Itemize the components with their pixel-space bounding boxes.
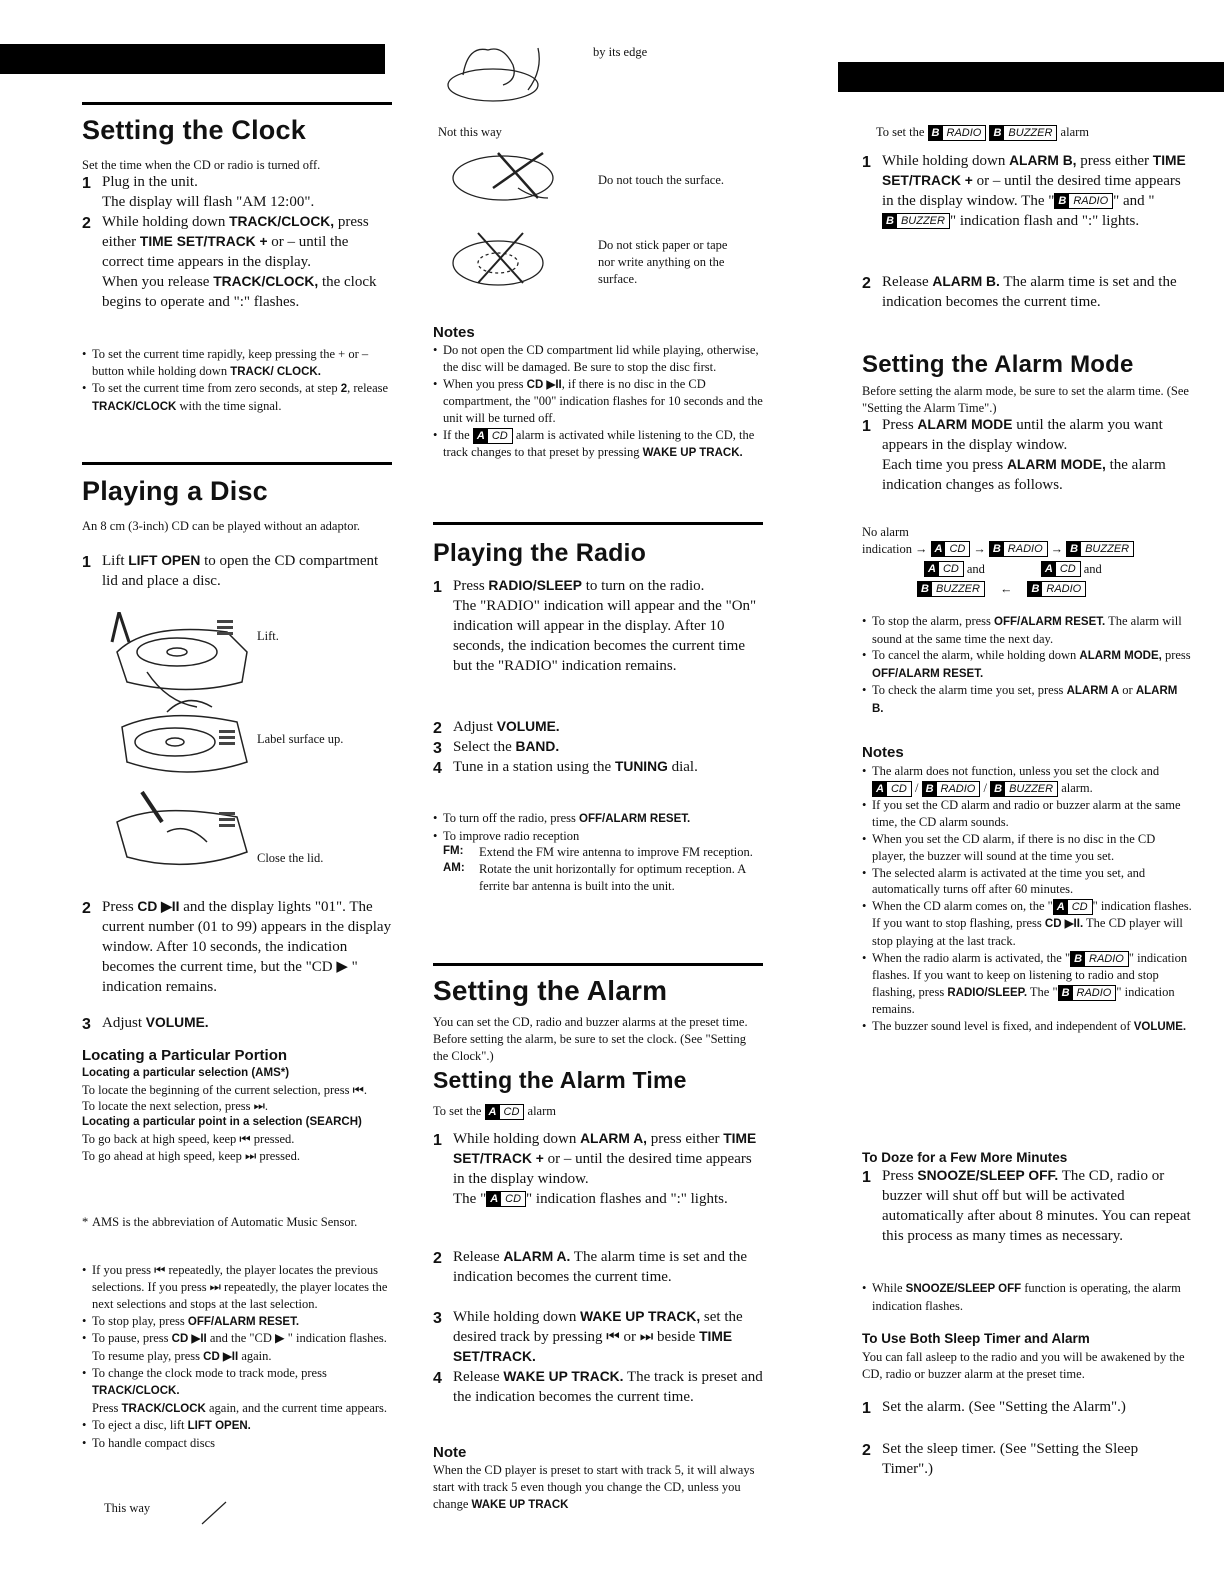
disc-step-1: 1 Lift LIFT OPEN to open the CD compartment lid and place a disc. xyxy=(82,553,379,589)
alarm-mode-tips xyxy=(862,613,1192,717)
figure-caption-lift: Lift. xyxy=(257,629,279,643)
list-item: • Do not open the CD compartment lid while playing, otherwise, the disc will be damaged. Be sure to stop the disc first. xyxy=(433,343,759,374)
mode-notes-title: Notes xyxy=(862,744,904,761)
list-item: • To change the clock mode to track mode, press TRACK/CLOCK. Press TRACK/CLOCK again, and the current time appears. xyxy=(82,1366,388,1415)
disc-warning-illustration xyxy=(448,148,568,298)
cd-alarm-badge: A CD xyxy=(872,781,912,797)
radio-alarm-badge: B RADIO xyxy=(1070,951,1129,967)
list-item: • To cancel the alarm, while holding down ALARM MODE, press OFF/ALARM RESET. xyxy=(862,648,1191,680)
list-item: • If the A CD alarm is activated while listening to the CD, the track changes to that preset by pressing WAKE UP TRACK. xyxy=(433,428,755,460)
section-rule xyxy=(82,102,392,105)
doze-step-1: 1 Press SNOOZE/SLEEP OFF. The CD, radio or buzzer will shut off but will be activated automatically after about 8 minutes. You can repeat this process as many times as necessary. xyxy=(862,1168,1191,1244)
alarm-mode-intro: Before setting the alarm mode, be sure to set the alarm time. (See "Setting the Alarm Time".) xyxy=(862,384,1189,415)
list-item: • When you press CD ▶II, if there is no disc in the CD compartment, the "00" indication flashes for 10 seconds and the unit will be turned off. xyxy=(433,376,763,426)
cd-player-illustration xyxy=(107,612,267,890)
disc-step-3: 3 Adjust VOLUME. xyxy=(82,1015,209,1033)
alarm-intro: You can set the CD, radio and buzzer alarms at the preset time. Before setting the alarm, be sure to set the clock. (See "Setting the Clock".) xyxy=(433,1015,748,1063)
radio-tips xyxy=(433,810,763,895)
radio-alarm-badge: B RADIO xyxy=(1027,581,1086,597)
cd-alarm-badge: A CD xyxy=(473,428,513,444)
section-rule xyxy=(82,462,392,465)
doze-tip xyxy=(862,1280,1192,1314)
note-title: Note xyxy=(433,1444,467,1461)
list-item: AM: Rotate the unit horizontally for optimum reception. A ferrite bar antenna is built into the unit. xyxy=(443,862,746,894)
radio-alarm-badge: B RADIO xyxy=(1054,193,1113,209)
no-touch-caption: Do not touch the surface. xyxy=(598,173,725,187)
mode-notes-list xyxy=(862,763,1192,1036)
list-item: • To stop play, press OFF/ALARM RESET. xyxy=(82,1313,300,1328)
alarm-time-title: Setting the Alarm Time xyxy=(433,1067,687,1093)
figure-caption-close: Close the lid. xyxy=(257,851,324,865)
alarm-mode-step-1: 1 Press ALARM MODE until the alarm you want appears in the display window. Each time you press ALARM MODE, the alarm indication changes as follows. xyxy=(862,417,1166,493)
alarm-title: Setting the Alarm xyxy=(433,975,668,1006)
notes-list xyxy=(433,342,763,462)
list-item: • To handle compact discs xyxy=(82,1435,216,1450)
radio-step-1: 1 Press RADIO/SLEEP to turn on the radio. The "RADIO" indication will appear and the "On" indication will appear in the display. After 10 seconds, the indication becomes the current time but the "RADIO" indication remains. xyxy=(433,578,757,674)
list-item: • To eject a disc, lift LIFT OPEN. xyxy=(82,1418,251,1433)
clock-title: Setting the Clock xyxy=(82,115,306,145)
list-item: • To set the current time from zero seconds, at step 2, release TRACK/CLOCK with the time signal. xyxy=(82,381,389,413)
buzzer-alarm-badge: B BUZZER xyxy=(990,781,1058,797)
no-stick-caption: Do not stick paper or tape nor write anything on the surface. xyxy=(598,238,728,286)
stroke-mark xyxy=(200,1498,230,1528)
alarm-time-step-4: 4 Release WAKE UP TRACK. The track is preset and the indication becomes the current time. xyxy=(433,1369,763,1405)
list-item: • If you set the CD alarm and radio or buzzer alarm at the same time, the CD alarm sounds. xyxy=(862,798,1181,829)
clock-step-2: 2 While holding down TRACK/CLOCK, press either TIME SET/TRACK + or – until the correct time appears in the display. When you release TRACK/CLOCK, the clock begins to operate and ":" flashes. xyxy=(82,214,377,310)
buzzer-alarm-badge: B BUZZER xyxy=(882,213,950,229)
list-item: FM: Extend the FM wire antenna to improve FM reception. xyxy=(443,845,753,860)
list-item: • While SNOOZE/SLEEP OFF function is operating, the alarm indication flashes. xyxy=(862,1281,1181,1313)
radio-alarm-badge: B RADIO xyxy=(928,125,987,141)
cd-alarm-badge: A CD xyxy=(1053,899,1093,915)
disc-title: Playing a Disc xyxy=(82,476,268,506)
disc-step-2: 2 Press CD ▶II and the display lights "01". The current number (01 to 99) appears in the display window. After 10 seconds, the indication becomes the current time, but the "CD ▶ " indication remains. xyxy=(82,899,392,995)
radio-alarm-badge: B RADIO xyxy=(1058,985,1117,1001)
header-bar-right xyxy=(838,62,1224,92)
radio-step-3: 3 Select the BAND. xyxy=(433,739,560,757)
list-item: • To pause, press CD ▶II and the "CD ▶ " indication flashes. To resume play, press CD ▶II again. xyxy=(82,1331,387,1363)
disc-intro: An 8 cm (3-inch) CD can be played without an adaptor. xyxy=(82,519,361,533)
alarm-b-step-1: 1 While holding down ALARM B, press either TIME SET/TRACK + or – until the desired time appears in the display window. The " B RADIO " and " B BUZZER " indication flash and ":" lights. xyxy=(862,153,1186,229)
radio-title: Playing the Radio xyxy=(433,539,647,567)
note-body: When the CD player is preset to start with track 5, it will always start with track 5 even though you change the CD, unless you change WAKE UP TRACK xyxy=(433,1463,755,1511)
radio-step-4: 4 Tune in a station using the TUNING dial. xyxy=(433,759,698,777)
edge-caption: by its edge xyxy=(593,45,648,59)
ams-note: * AMS is the abbreviation of Automatic Music Sensor. xyxy=(82,1215,358,1229)
buzzer-alarm-badge: B BUZZER xyxy=(1066,541,1134,557)
list-item: • To stop the alarm, press OFF/ALARM RESET. The alarm will sound at the same time the next day. xyxy=(862,614,1182,646)
clock-step-1: 1 Plug in the unit. The display will flash "AM 12:00". xyxy=(82,174,315,210)
alarm-time-step-3: 3 While holding down WAKE UP TRACK, set the desired track by pressing ⏮ or ⏭ beside TIME SET/TRACK. xyxy=(433,1309,743,1364)
radio-alarm-badge: B RADIO xyxy=(922,781,981,797)
list-item: • If you press ⏮ repeatedly, the player locates the previous selections. If you press ⏭ repeatedly, the player locates the next selections and stops at the last selection. xyxy=(82,1263,388,1311)
section-rule xyxy=(433,522,763,525)
doze-title: To Doze for a Few More Minutes xyxy=(862,1150,1068,1165)
radio-step-2: 2 Adjust VOLUME. xyxy=(433,719,560,737)
cd-alarm-badge: A CD xyxy=(924,561,964,577)
list-item: • To set the current time rapidly, keep pressing the + or – button while holding down TRACK/ CLOCK. xyxy=(82,347,369,378)
list-item: • The selected alarm is activated at the time you set, and automatically turns off after 60 minutes. xyxy=(862,865,1146,897)
alarm-b-label: To set the B RADIO B BUZZER alarm xyxy=(876,125,1090,140)
disc-tips xyxy=(82,1262,392,1451)
both-step-1: 1 Set the alarm. (See "Setting the Alarm".) xyxy=(862,1399,1126,1417)
cd-alarm-badge: A CD xyxy=(486,1191,526,1207)
alarm-mode-title: Setting the Alarm Mode xyxy=(862,351,1134,378)
list-item: • When the radio alarm is activated, the " B RADIO " indication flashes. If you want to keep on listening to radio and stop flashing, press RADIO/SLEEP. The " B RADIO " indication remains. xyxy=(862,950,1188,1017)
figure-caption-label: Label surface up. xyxy=(257,732,344,746)
clock-tips xyxy=(82,346,392,415)
alarm-time-step-1: 1 While holding down ALARM A, press either TIME SET/TRACK + or – until the desired time appears in the display window. The " A CD " indication flashes and ":" lights. xyxy=(433,1131,757,1207)
alarm-b-step-2: 2 Release ALARM B. The alarm time is set and the indication becomes the current time. xyxy=(862,274,1177,310)
locating-body: Locating a particular selection (AMS*) To locate the beginning of the current selection, press ⏮. To locate the next selection, press ⏭. Locating a particular point in a selection (SEARCH) To go back at high speed, keep ⏮ pressed. To go ahead at high speed, keep ⏭ pressed. xyxy=(82,1067,367,1163)
radio-alarm-badge: B RADIO xyxy=(989,541,1048,557)
alarm-time-step-2: 2 Release ALARM A. The alarm time is set and the indication becomes the current time. xyxy=(433,1249,748,1285)
mode-cycle-diagram: No alarm indication → A CD → B RADIO → B BUZZER A CD and A CD and B BUZZER ← B RADIO xyxy=(862,524,1192,598)
list-item: • When you set the CD alarm, if there is no disc in the CD player, the buzzer will sound at the time you set. xyxy=(862,831,1156,863)
list-item: • When the CD alarm comes on, the " A CD " indication flashes. If you want to stop flashing, press CD ▶II. The CD player will stop playing at the last track. xyxy=(862,899,1192,948)
disc-hold-illustration xyxy=(443,40,563,106)
clock-intro: Set the time when the CD or radio is turned off. xyxy=(82,158,321,172)
list-item: • To check the alarm time you set, press ALARM A or ALARM B. xyxy=(862,683,1178,715)
buzzer-alarm-badge: B BUZZER xyxy=(989,125,1057,141)
list-item: • The alarm does not function, unless you set the clock and A CD / B RADIO / B BUZZER alarm. xyxy=(862,764,1160,795)
cd-alarm-badge: A CD xyxy=(931,541,971,557)
header-bar-left xyxy=(0,44,385,74)
this-way-caption: This way xyxy=(104,1501,151,1515)
cd-alarm-badge: A CD xyxy=(1041,561,1081,577)
cd-alarm-badge: A CD xyxy=(485,1104,525,1120)
notes-title: Notes xyxy=(433,324,475,341)
both-step-2: 2 Set the sleep timer. (See "Setting the Sleep Timer".) xyxy=(862,1441,1139,1477)
list-item: • The buzzer sound level is fixed, and independent of VOLUME. xyxy=(862,1019,1187,1034)
list-item: • To improve radio reception xyxy=(433,828,580,843)
alarm-a-label: To set the A CD alarm xyxy=(433,1104,556,1119)
both-title: To Use Both Sleep Timer and Alarm xyxy=(862,1331,1090,1346)
both-intro: You can fall asleep to the radio and you will be awakened by the CD, radio or buzzer alarm at the preset time. xyxy=(862,1350,1185,1381)
not-this-way-caption: Not this way xyxy=(438,125,502,139)
buzzer-alarm-badge: B BUZZER xyxy=(917,581,985,597)
section-rule xyxy=(433,963,763,966)
locating-title: Locating a Particular Portion xyxy=(82,1047,288,1064)
list-item: • To turn off the radio, press OFF/ALARM RESET. xyxy=(433,811,691,825)
